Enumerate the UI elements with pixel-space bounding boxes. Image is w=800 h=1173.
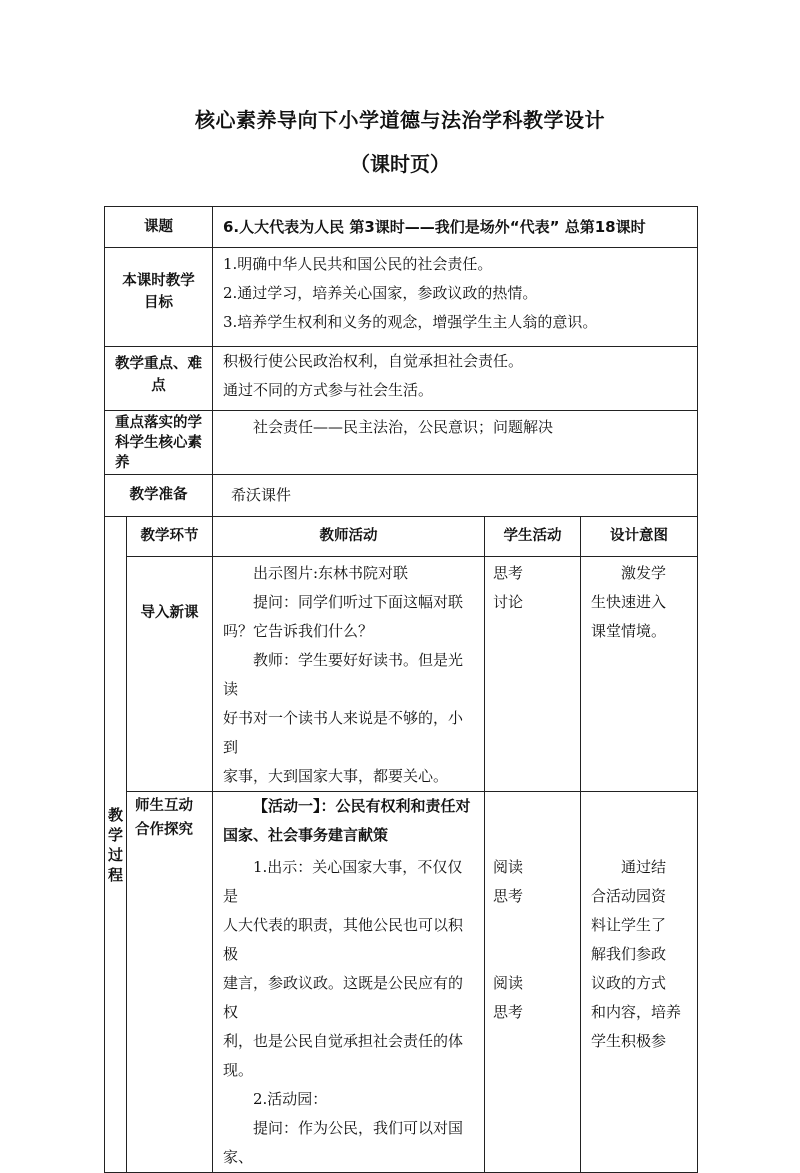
teacher-line: 吗？它告诉我们什么？ (223, 622, 374, 640)
stage-explore-student (485, 792, 581, 1173)
activity-heading: 【活动一】：公民有权利和责任对 (253, 797, 471, 815)
document-title: 核心素养导向下小学道德与法治学科教学设计 (195, 108, 605, 132)
process-side-label: 教 学 过 程 (105, 517, 127, 1173)
intent-line: 通过结 (621, 858, 667, 876)
teacher-line: 提问：同学们听过下面这幅对联 (253, 593, 464, 611)
goal-item: 3.培养学生权利和义务的观念，增强学生主人翁的意识。 (223, 313, 598, 331)
teacher-line: 人大代表的职责，其他公民也可以积极 (223, 916, 464, 963)
student-line: 思考 (493, 887, 524, 905)
stage-explore-teacher (213, 792, 485, 1173)
intent-line: 解我们参政 (591, 945, 667, 963)
teacher-line: 家事，大到国家大事，都要关心。 (223, 767, 449, 785)
intent-line: 课堂情境。 (591, 622, 667, 640)
intent-line: 生快速进入 (591, 593, 667, 611)
stage-intro-intent (581, 557, 698, 792)
student-line: 思考 (493, 564, 524, 582)
teacher-line: 2.活动园： (253, 1090, 328, 1108)
header-intent: 设计意图 (581, 517, 698, 557)
intent-line: 学生积极参 (591, 1032, 667, 1050)
intent-line: 议政的方式 (591, 974, 667, 992)
student-line: 阅读 (493, 974, 524, 992)
stage-intro-teacher (213, 557, 485, 792)
student-line: 阅读 (493, 858, 524, 876)
intent-line: 激发学 (621, 564, 667, 582)
literacy-value: 社会责任——民主法治，公民意识；问题解决 (213, 411, 698, 475)
activity-heading: 国家、社会事务建言献策 (223, 826, 389, 844)
teacher-line: 教师：学生要好好读书。但是光读 (223, 651, 464, 698)
student-line: 讨论 (493, 593, 524, 611)
student-line: 思考 (493, 1003, 524, 1021)
intent-line: 和内容，培养 (591, 1003, 682, 1021)
stage-intro-label: 导入新课 (127, 557, 213, 792)
header-student: 学生活动 (485, 517, 581, 557)
teacher-line: 好书对一个读书人来说是不够的，小到 (223, 709, 464, 756)
topic-label: 课题 (105, 207, 213, 248)
document-subtitle: （课时页） (350, 152, 450, 176)
prep-label: 教学准备 (105, 475, 213, 517)
teacher-line: 1.出示：关心国家大事，不仅仅是 (223, 858, 463, 905)
teacher-line: 利，也是公民自觉承担社会责任的体 (223, 1032, 464, 1050)
stage-explore-label: 师生互动合作探究 (127, 792, 213, 1173)
goal-item: 2.通过学习，培养关心国家，参政议政的热情。 (223, 284, 538, 302)
teacher-line: 提问：作为公民，我们可以对国家、 (223, 1119, 464, 1166)
header-stage: 教学环节 (127, 517, 213, 557)
keypoints-list (213, 347, 698, 411)
teacher-line: 现。 (223, 1061, 254, 1079)
goals-list (213, 248, 698, 347)
lesson-plan-table (104, 206, 698, 1173)
teacher-line: 出示图片:东林书院对联 (253, 564, 409, 582)
intent-line: 料让学生了 (591, 916, 667, 934)
goal-item: 1.明确中华人民共和国公民的社会责任。 (223, 255, 493, 273)
teacher-line: 建言，参政议政。这既是公民应有的权 (223, 974, 464, 1021)
keypoints-label: 教学重点、难点 (105, 347, 213, 411)
prep-value: 希沃课件 (213, 475, 698, 517)
intent-line: 合活动园资 (591, 887, 667, 905)
keypoint-item: 通过不同的方式参与社会生活。 (223, 381, 434, 399)
header-teacher: 教师活动 (213, 517, 485, 557)
stage-intro-student (485, 557, 581, 792)
stage-explore-intent (581, 792, 698, 1173)
goals-label: 本课时教学目标 (105, 248, 213, 347)
keypoint-item: 积极行使公民政治权利，自觉承担社会责任。 (223, 352, 524, 370)
topic-value: 6.人大代表为人民 第3课时——我们是场外“代表” 总第18课时 (213, 207, 698, 248)
literacy-label: 重点落实的学科学生核心素养 (105, 411, 213, 475)
